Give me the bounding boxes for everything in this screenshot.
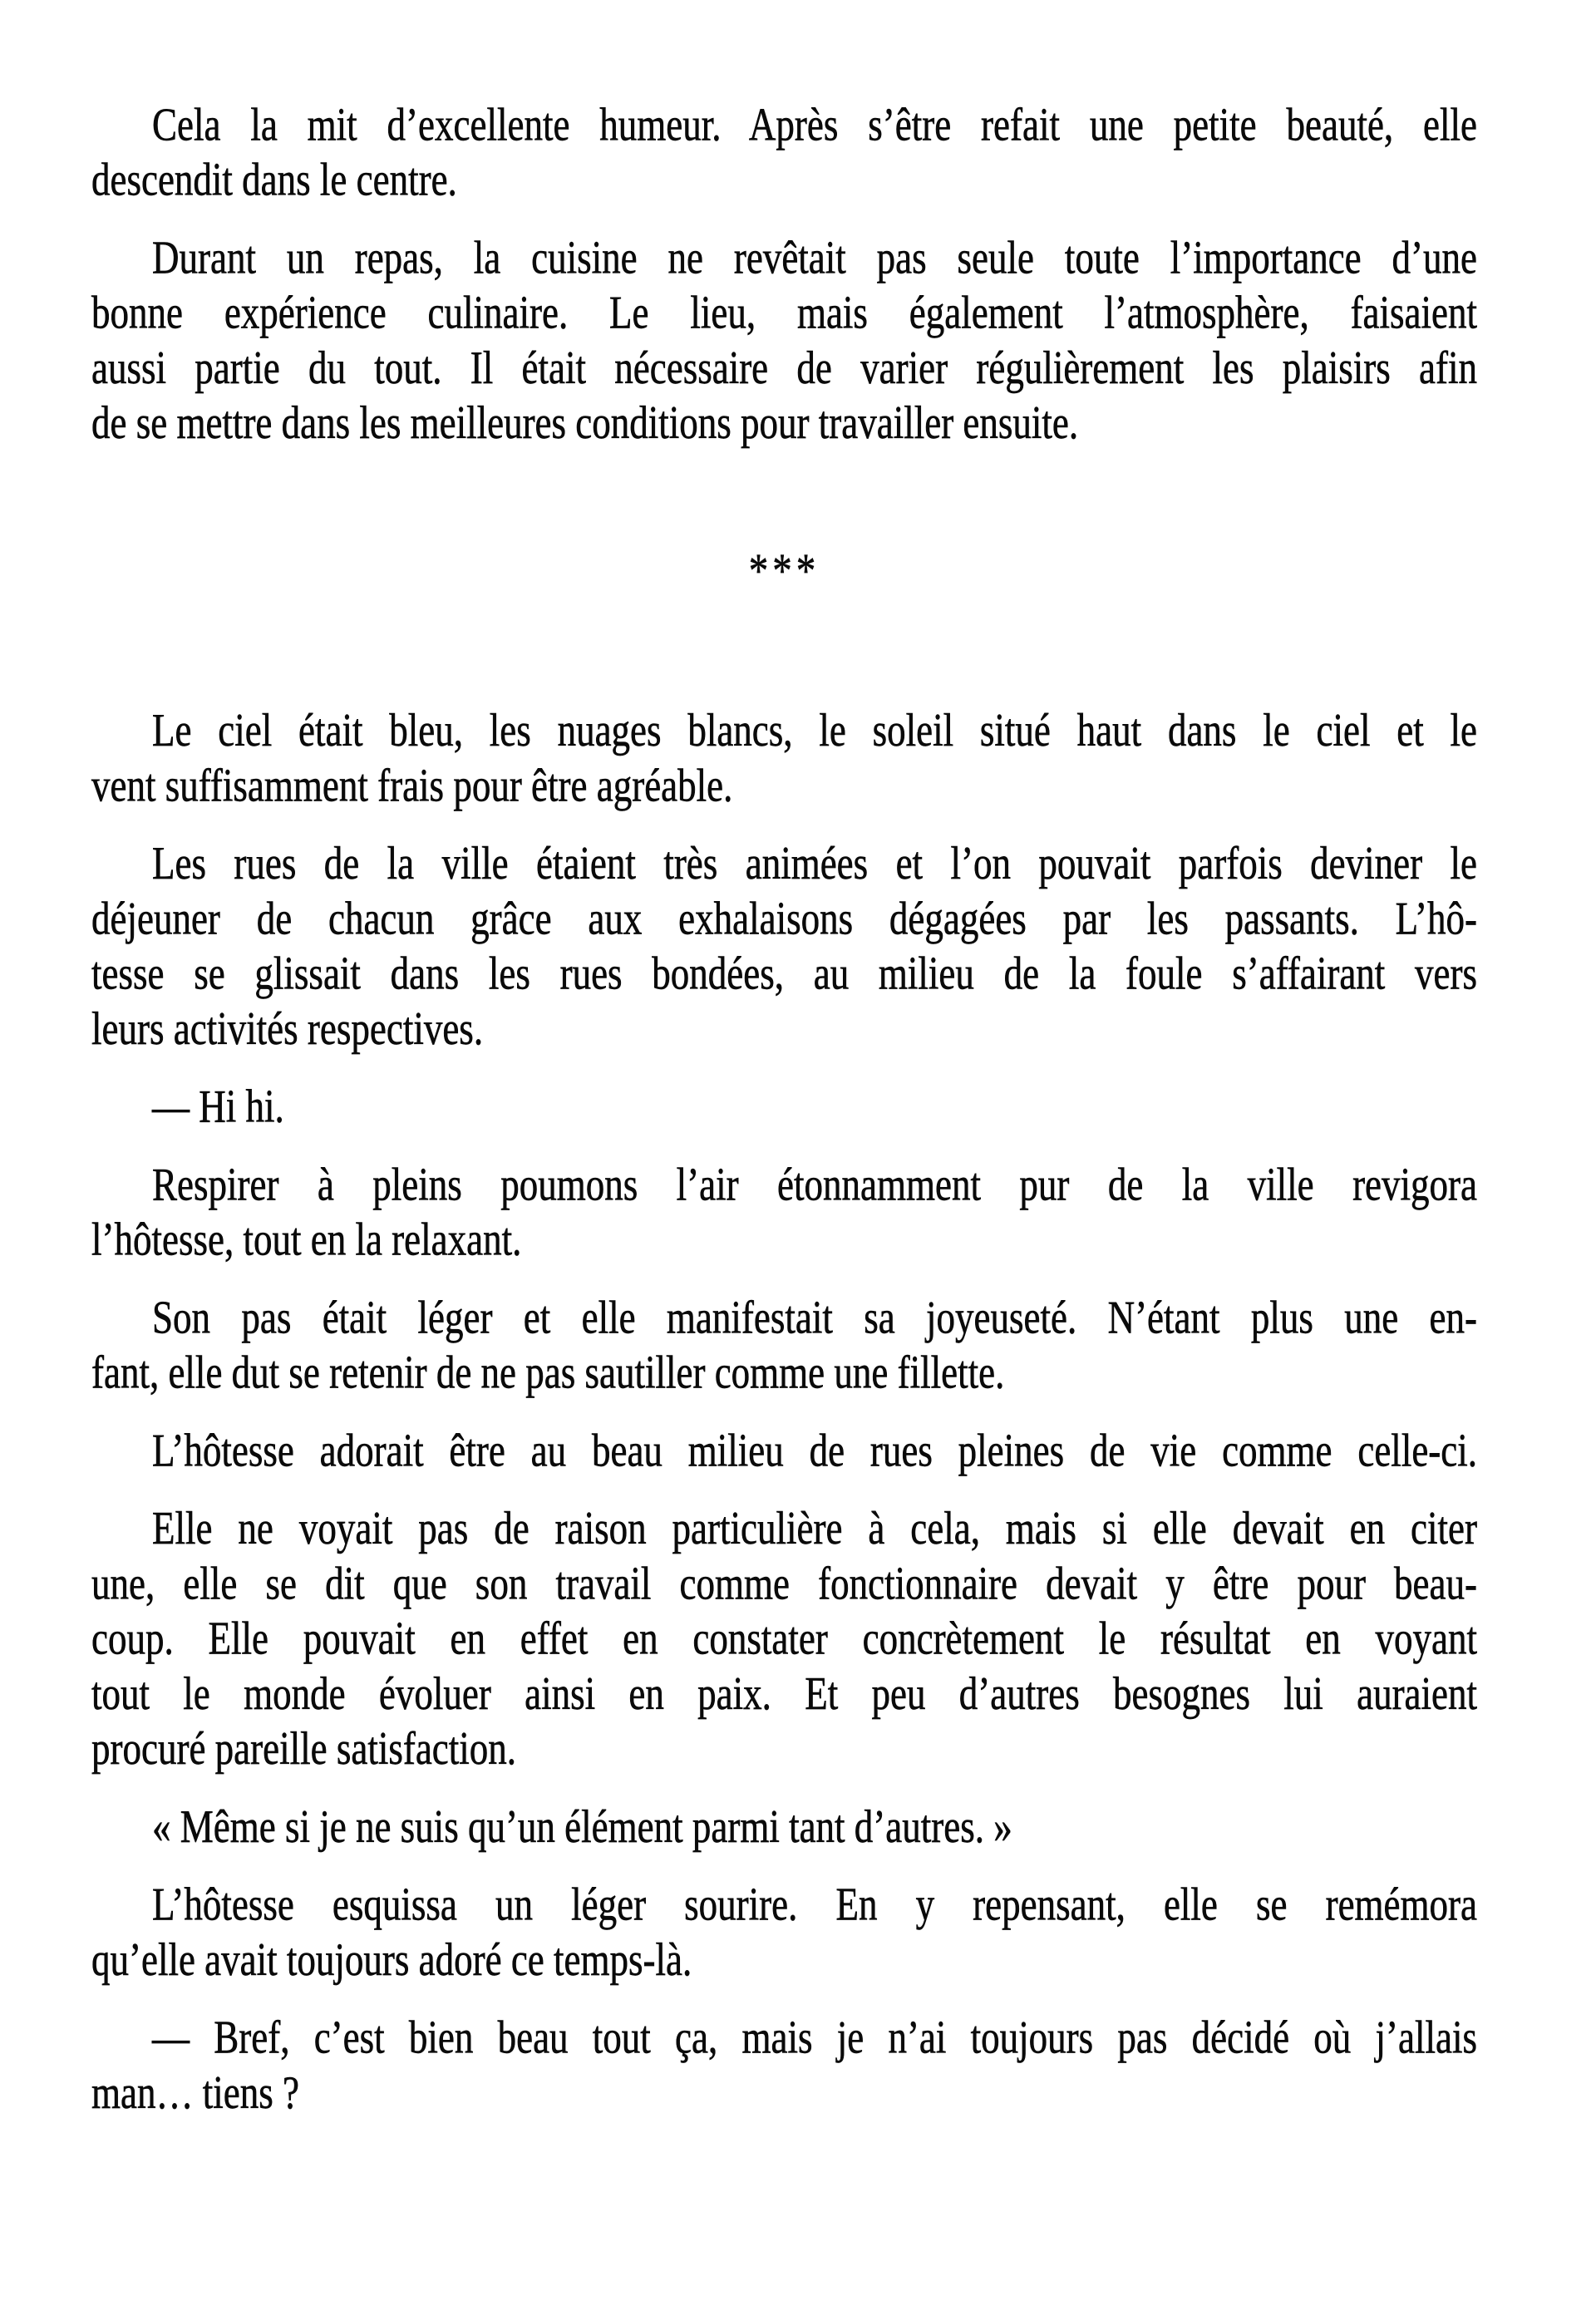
paragraph <box>91 1290 1477 1401</box>
text-line: leurs activités respectives. <box>91 1002 484 1055</box>
paragraph <box>91 230 1477 451</box>
text-line: vent suffisamment frais pour être agréable. <box>91 759 733 811</box>
paragraph <box>91 97 1477 208</box>
text-line: procuré pareille satisfaction. <box>91 1722 517 1775</box>
text-line: man… tiens ? <box>91 2066 299 2119</box>
paragraph <box>91 2010 1477 2120</box>
text-line: — Hi hi. <box>152 1080 284 1132</box>
text-line: fant, elle dut se retenir de ne pas sautiller comme une fillette. <box>91 1346 1005 1398</box>
text-line: bonne expérience culinaire. Le lieu, mais également l’atmosphère, faisaient <box>91 286 1477 338</box>
paragraph <box>91 1157 1477 1268</box>
paragraph <box>91 1501 1477 1776</box>
text-line: — Bref, c’est bien beau tout ça, mais je n’ai toujours pas décidé où j’allais <box>152 2011 1477 2063</box>
text-line: coup. Elle pouvait en effet en constater concrètement le résultat en voyant <box>91 1612 1477 1664</box>
paragraph <box>91 1423 1477 1478</box>
text-line: aussi partie du tout. Il était nécessaire de varier régulièrement les plaisirs afin <box>91 341 1477 394</box>
text-line: Durant un repas, la cuisine ne revêtait pas seule toute l’importance d’une <box>152 231 1477 283</box>
text-column <box>91 97 1477 2120</box>
text-line: Cela la mit d’excellente humeur. Après s’être refait une petite beauté, elle <box>152 98 1477 150</box>
text-line: Son pas était léger et elle manifestait sa joyeuseté. N’étant plus une en- <box>152 1291 1477 1343</box>
paragraph <box>91 836 1477 1056</box>
paragraph <box>91 1079 1477 1134</box>
text-line: de se mettre dans les meilleures conditions pour travailler ensuite. <box>91 396 1079 449</box>
text-line: une, elle se dit que son travail comme fonctionnaire devait y être pour beau- <box>91 1557 1477 1609</box>
text-line: déjeuner de chacun grâce aux exhalaisons dégagées par les passants. L’hô- <box>91 892 1477 944</box>
paragraph <box>91 703 1477 814</box>
text-line: « Même si je ne suis qu’un élément parmi tant d’autres. » <box>152 1800 1012 1853</box>
text-line: l’hôtesse, tout en la relaxant. <box>91 1213 522 1265</box>
text-line: tout le monde évoluer ainsi en paix. Et peu d’autres besognes lui auraient <box>91 1667 1477 1720</box>
paragraph <box>91 1877 1477 1987</box>
text-line: Respirer à pleins poumons l’air étonnamment pur de la ville revigora <box>152 1158 1477 1210</box>
paragraph <box>91 1800 1477 1854</box>
text-line: Elle ne voyait pas de raison particulière à cela, mais si elle devait en citer <box>152 1502 1477 1554</box>
text-line: L’hôtesse adorait être au beau milieu de rues pleines de vie comme celle-ci. <box>152 1424 1477 1476</box>
text-line: Les rues de la ville étaient très animées et l’on pouvait parfois deviner le <box>152 837 1477 889</box>
text-line: qu’elle avait toujours adoré ce temps-là. <box>91 1933 692 1986</box>
text-line: L’hôtesse esquissa un léger sourire. En y repensant, elle se remémora <box>152 1878 1477 1930</box>
text-line: descendit dans le centre. <box>91 153 457 205</box>
text-line: tesse se glissait dans les rues bondées, au milieu de la foule s’affairant vers <box>91 947 1477 999</box>
text-line: Le ciel était bleu, les nuages blancs, le soleil situé haut dans le ciel et le <box>152 704 1477 756</box>
section-separator: *** <box>748 544 820 598</box>
